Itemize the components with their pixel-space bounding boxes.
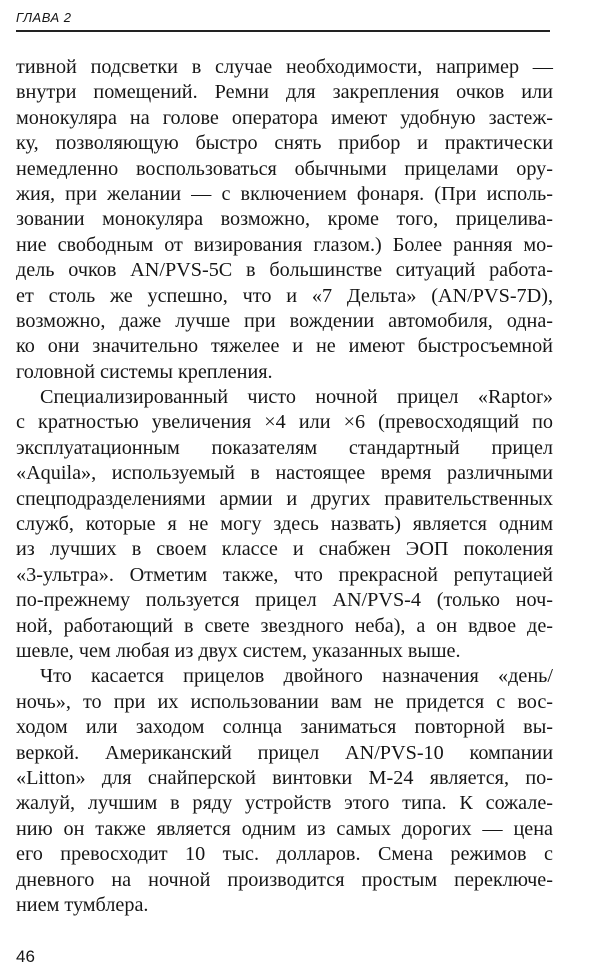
text-line: нию он также является одним из самых дорогих — цена <box>16 817 553 840</box>
text-line: «3-ультра». Отметим также, что прекрасной репутацией <box>16 563 553 586</box>
text-line: «Aquila», используемый в настоящее время различными <box>16 462 553 485</box>
text-line: веркой. Американский прицел AN/PVS-10 компании <box>16 741 553 764</box>
text-line: дель очков AN/PVS-5C в большинстве ситуаций работа- <box>16 259 553 282</box>
text-line: жалуй, лучшим в ряду устройств этого типа. К сожале- <box>16 792 553 815</box>
text-line: возможно, даже лучше при вождении автомобиля, одна- <box>16 309 553 332</box>
text-line: ко они значительно тяжелее и не имеют быстросъемной <box>16 335 553 358</box>
text-line: головной системы крепления. <box>16 360 273 383</box>
text-line: его превосходит 10 тыс. долларов. Смена режимов с <box>16 843 553 866</box>
running-head: ГЛАВА 2 <box>16 10 72 25</box>
text-line: ку, позволяющую быстро снять прибор и практически <box>16 132 553 155</box>
text-line: из лучших в своем классе и снабжен ЭОП поколения <box>16 538 553 561</box>
page-number: 46 <box>16 947 35 966</box>
text-line: Специализированный чисто ночной прицел «Raptor» <box>40 386 553 409</box>
text-line: ходом или заходом солнца заниматься повторной вы- <box>16 716 553 739</box>
paragraph <box>16 385 553 664</box>
text-line: эксплуатационным показателям стандартный прицел <box>16 436 553 459</box>
text-line: внутри помещений. Ремни для закрепления очков или <box>16 81 553 104</box>
text-line: тивной подсветки в случае необходимости, например — <box>16 56 553 78</box>
text-line: ночь», то при их использовании вам не придется с вос- <box>16 690 553 713</box>
text-line: монокуляра на голове оператора имеют удобную застеж- <box>16 106 553 129</box>
text-line: немедленно воспользоваться обычными прицелами ору- <box>16 157 553 180</box>
text-line: служб, которые я не могу здесь назвать) является одним <box>16 513 553 536</box>
paragraph <box>16 664 553 918</box>
text-line: ние свободным от визирования глазом.) Более ранняя мо- <box>16 233 553 256</box>
text-line: ной, работающий в свете звездного неба), а он вдвое де- <box>16 614 553 637</box>
text-line: нием тумблера. <box>16 893 149 916</box>
body-text <box>16 55 553 918</box>
text-line: спецподразделениями армии и других правительственных <box>16 487 553 510</box>
text-line: ет столь же успешно, что и «7 Дельта» (AN/PVS-7D), <box>16 284 553 307</box>
text-line: с кратностью увеличения ×4 или ×6 (превосходящий по <box>16 411 553 434</box>
header-rule <box>16 30 550 32</box>
text-line: «Litton» для снайперской винтовки М-24 является, по- <box>16 766 553 789</box>
paragraph <box>16 55 553 385</box>
text-line: зовании монокуляра возможно, кроме того, прицелива- <box>16 208 553 231</box>
text-line: Что касается прицелов двойного назначения «день/ <box>40 665 553 688</box>
text-line: шевле, чем любая из двух систем, указанных выше. <box>16 639 461 662</box>
text-line: дневного на ночной производится простым переключе- <box>16 868 553 891</box>
text-line: жия, при желании — с включением фонаря. (При исполь- <box>16 182 553 205</box>
text-line: по-прежнему пользуется прицел AN/PVS-4 (только ноч- <box>16 589 553 612</box>
